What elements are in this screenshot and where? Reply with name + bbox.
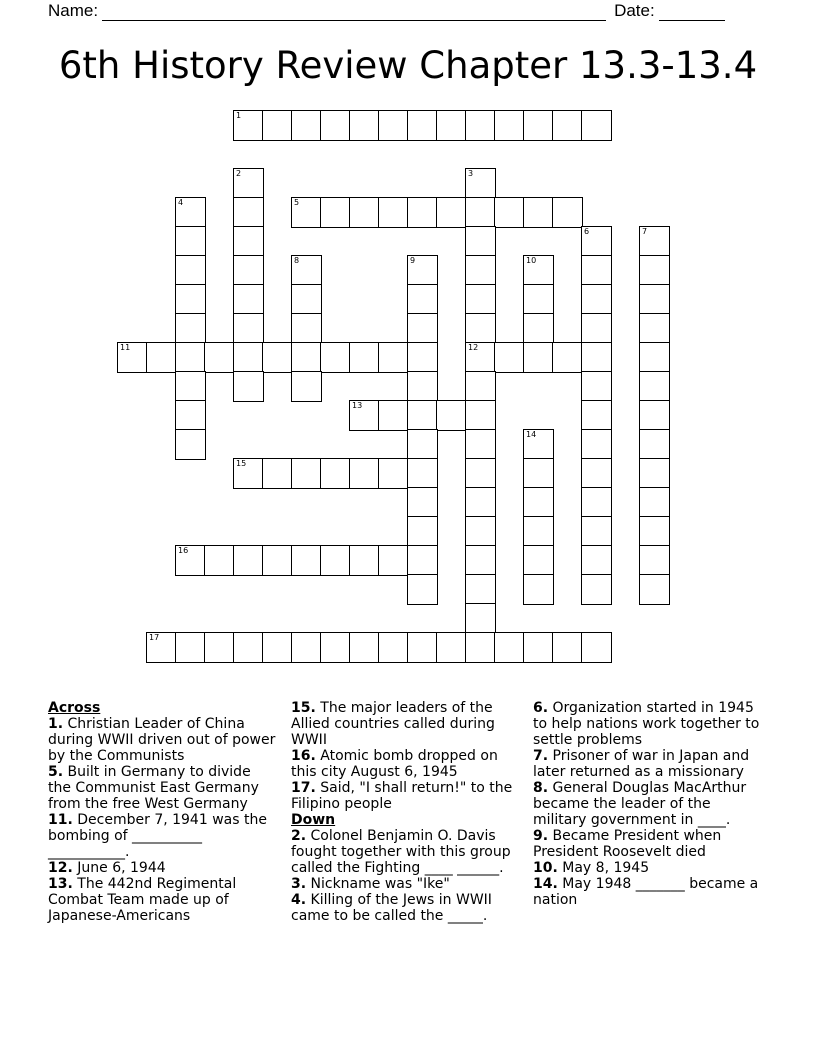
grid-cell[interactable]	[407, 487, 438, 518]
grid-cell[interactable]	[233, 458, 264, 489]
grid-cell[interactable]	[407, 516, 438, 547]
grid-cell[interactable]	[639, 458, 670, 489]
grid-cell[interactable]	[494, 197, 525, 228]
grid-cell[interactable]	[291, 110, 322, 141]
grid-cell[interactable]	[552, 632, 583, 663]
grid-cell[interactable]	[233, 197, 264, 228]
grid-cell[interactable]	[465, 226, 496, 257]
grid-cell[interactable]	[465, 545, 496, 576]
grid-cell[interactable]	[233, 545, 264, 576]
grid-cell[interactable]	[523, 516, 554, 547]
grid-cell[interactable]	[523, 574, 554, 605]
grid-cell[interactable]	[407, 284, 438, 315]
clue-across-11: 11. December 7, 1941 was the bombing of __________ ___________.	[48, 812, 267, 860]
clue-number: 10	[526, 256, 537, 265]
clue-down-8: 8. General Douglas MacArthur became the leader of the military government in ____.	[533, 780, 747, 828]
grid-cell[interactable]	[523, 429, 554, 460]
grid-cell[interactable]	[349, 458, 380, 489]
grid-cell[interactable]	[581, 632, 612, 663]
grid-cell[interactable]	[639, 255, 670, 286]
grid-cell[interactable]	[581, 574, 612, 605]
grid-cell[interactable]	[581, 458, 612, 489]
grid-cell[interactable]	[523, 545, 554, 576]
grid-cell[interactable]	[465, 371, 496, 402]
grid-cell[interactable]	[349, 545, 380, 576]
grid-cell[interactable]	[581, 371, 612, 402]
grid-cell[interactable]	[494, 632, 525, 663]
grid-cell[interactable]	[639, 516, 670, 547]
clue-column-1	[48, 700, 276, 924]
grid-cell[interactable]	[175, 632, 206, 663]
clue-number: 1	[236, 111, 242, 120]
grid-cell[interactable]	[465, 516, 496, 547]
grid-cell[interactable]	[175, 400, 206, 431]
grid-cell[interactable]	[320, 458, 351, 489]
grid-cell[interactable]	[204, 342, 235, 373]
grid-cell[interactable]	[523, 342, 554, 373]
grid-cell[interactable]	[291, 632, 322, 663]
grid-cell[interactable]	[262, 632, 293, 663]
grid-cell[interactable]	[407, 458, 438, 489]
grid-cell[interactable]	[523, 632, 554, 663]
grid-cell[interactable]	[291, 458, 322, 489]
grid-cell[interactable]	[204, 545, 235, 576]
grid-cell[interactable]	[233, 255, 264, 286]
clue-across-17: 17. Said, "I shall return!" to the Filipino people	[291, 780, 513, 812]
grid-cell[interactable]	[349, 110, 380, 141]
grid-cell[interactable]	[465, 342, 496, 373]
grid-cell[interactable]	[552, 110, 583, 141]
grid-cell[interactable]	[291, 197, 322, 228]
grid-cell[interactable]	[262, 458, 293, 489]
grid-cell[interactable]	[407, 429, 438, 460]
grid-cell[interactable]	[552, 342, 583, 373]
grid-cell[interactable]	[175, 197, 206, 228]
grid-cell[interactable]	[378, 110, 409, 141]
grid-cell[interactable]	[465, 110, 496, 141]
grid-cell[interactable]	[175, 284, 206, 315]
grid-cell[interactable]	[465, 429, 496, 460]
grid-cell[interactable]	[233, 632, 264, 663]
grid-cell[interactable]	[407, 545, 438, 576]
grid-cell[interactable]	[378, 545, 409, 576]
grid-cell[interactable]	[581, 429, 612, 460]
grid-cell[interactable]	[233, 168, 264, 199]
page-title: 6th History Review Chapter 13.3-13.4	[58, 44, 758, 87]
grid-cell[interactable]	[639, 487, 670, 518]
grid-cell[interactable]	[639, 284, 670, 315]
grid-cell[interactable]	[291, 313, 322, 344]
clue-down-10: 10. May 8, 1945	[533, 860, 650, 876]
grid-cell[interactable]	[639, 574, 670, 605]
clue-number: 5	[294, 198, 300, 207]
grid-cell[interactable]	[581, 487, 612, 518]
down-heading: Down	[291, 812, 336, 828]
grid-cell[interactable]	[465, 603, 496, 634]
grid-cell[interactable]	[320, 632, 351, 663]
grid-cell[interactable]	[407, 255, 438, 286]
grid-cell[interactable]	[291, 371, 322, 402]
clue-number: 9	[410, 256, 416, 265]
clue-number: 17	[149, 633, 160, 642]
grid-cell[interactable]	[349, 197, 380, 228]
clue-number: 13	[352, 401, 363, 410]
grid-cell[interactable]	[349, 400, 380, 431]
clue-number: 6	[584, 227, 590, 236]
clue-number: 7	[642, 227, 648, 236]
grid-cell[interactable]	[465, 632, 496, 663]
grid-cell[interactable]	[291, 545, 322, 576]
grid-cell[interactable]	[523, 197, 554, 228]
grid-cell[interactable]	[639, 429, 670, 460]
grid-cell[interactable]	[204, 632, 235, 663]
grid-cell[interactable]	[320, 197, 351, 228]
grid-cell[interactable]	[407, 313, 438, 344]
grid-cell[interactable]	[378, 342, 409, 373]
date-label: Date:	[614, 1, 655, 20]
grid-cell[interactable]	[291, 284, 322, 315]
grid-cell[interactable]	[523, 458, 554, 489]
grid-cell[interactable]	[349, 342, 380, 373]
grid-cell[interactable]	[320, 545, 351, 576]
grid-cell[interactable]	[175, 545, 206, 576]
across-heading: Across	[48, 700, 101, 716]
clue-number: 11	[120, 343, 131, 352]
grid-cell[interactable]	[465, 168, 496, 199]
grid-cell[interactable]	[581, 313, 612, 344]
grid-cell[interactable]	[436, 400, 467, 431]
name-label: Name:	[48, 1, 99, 20]
clue-across-12: 12. June 6, 1944	[48, 860, 166, 876]
grid-cell[interactable]	[581, 110, 612, 141]
grid-cell[interactable]	[262, 110, 293, 141]
clue-number: 15	[236, 459, 247, 468]
grid-cell[interactable]	[639, 226, 670, 257]
grid-cell[interactable]	[233, 371, 264, 402]
grid-cell[interactable]	[378, 632, 409, 663]
grid-cell[interactable]	[262, 342, 293, 373]
grid-cell[interactable]	[175, 371, 206, 402]
grid-cell[interactable]	[233, 284, 264, 315]
clue-down-2: 2. Colonel Benjamin O. Davis fought together with this group called the Fighting ____ ______.	[291, 828, 511, 876]
grid-cell[interactable]	[581, 545, 612, 576]
clue-number: 8	[294, 256, 300, 265]
grid-cell[interactable]	[581, 400, 612, 431]
clue-across-1: 1. Christian Leader of China during WWII driven out of power by the Communists	[48, 716, 276, 764]
clue-down-4: 4. Killing of the Jews in WWII came to be called the _____.	[291, 892, 492, 924]
grid-cell[interactable]	[465, 255, 496, 286]
grid-cell[interactable]	[407, 632, 438, 663]
clue-down-14: 14. May 1948 _______ became a nation	[533, 876, 759, 908]
grid-cell[interactable]	[465, 487, 496, 518]
grid-cell[interactable]	[349, 632, 380, 663]
grid-cell[interactable]	[523, 487, 554, 518]
grid-cell[interactable]	[233, 313, 264, 344]
grid-cell[interactable]	[378, 400, 409, 431]
grid-cell[interactable]	[465, 197, 496, 228]
grid-cell[interactable]	[407, 371, 438, 402]
grid-cell[interactable]	[378, 197, 409, 228]
grid-cell[interactable]	[233, 226, 264, 257]
grid-cell[interactable]	[639, 342, 670, 373]
grid-cell[interactable]	[175, 342, 206, 373]
grid-cell[interactable]	[175, 226, 206, 257]
grid-cell[interactable]	[465, 458, 496, 489]
grid-cell[interactable]	[320, 342, 351, 373]
grid-cell[interactable]	[523, 110, 554, 141]
grid-cell[interactable]	[291, 342, 322, 373]
clue-across-15: 15. The major leaders of the Allied countries called during WWII	[291, 700, 495, 748]
clue-column-3	[533, 700, 763, 908]
clue-down-6: 6. Organization started in 1945 to help nations work together to settle problems	[533, 700, 760, 748]
grid-cell[interactable]	[581, 284, 612, 315]
clue-number: 12	[468, 343, 479, 352]
grid-cell[interactable]	[291, 255, 322, 286]
grid-cell[interactable]	[175, 313, 206, 344]
grid-cell[interactable]	[407, 342, 438, 373]
grid-cell[interactable]	[639, 313, 670, 344]
clue-across-5: 5. Built in Germany to divide the Communist East Germany from the free West Germany	[48, 764, 259, 812]
clue-across-13: 13. The 442nd Regimental Combat Team made up of Japanese-Americans	[48, 876, 237, 924]
grid-cell[interactable]	[581, 226, 612, 257]
grid-cell[interactable]	[465, 400, 496, 431]
grid-cell[interactable]	[436, 632, 467, 663]
clue-number: 4	[178, 198, 184, 207]
grid-cell[interactable]	[494, 342, 525, 373]
grid-cell[interactable]	[262, 545, 293, 576]
grid-cell[interactable]	[523, 313, 554, 344]
grid-cell[interactable]	[639, 400, 670, 431]
grid-cell[interactable]	[523, 255, 554, 286]
grid-cell[interactable]	[552, 197, 583, 228]
grid-cell[interactable]	[639, 545, 670, 576]
clue-down-7: 7. Prisoner of war in Japan and later returned as a missionary	[533, 748, 750, 780]
clue-number: 16	[178, 546, 189, 555]
grid-cell[interactable]	[146, 342, 177, 373]
clue-across-16: 16. Atomic bomb dropped on this city August 6, 1945	[291, 748, 498, 780]
grid-cell[interactable]	[233, 342, 264, 373]
grid-cell[interactable]	[407, 400, 438, 431]
clue-number: 2	[236, 169, 242, 178]
grid-cell[interactable]	[320, 110, 351, 141]
grid-cell[interactable]	[465, 574, 496, 605]
grid-cell[interactable]	[175, 255, 206, 286]
grid-cell[interactable]	[436, 197, 467, 228]
grid-cell[interactable]	[378, 458, 409, 489]
clue-number: 3	[468, 169, 474, 178]
grid-cell[interactable]	[581, 342, 612, 373]
clue-number: 14	[526, 430, 537, 439]
clue-column-2	[291, 700, 521, 924]
grid-cell[interactable]	[465, 313, 496, 344]
grid-cell[interactable]	[117, 342, 148, 373]
grid-cell[interactable]	[146, 632, 177, 663]
grid-cell[interactable]	[407, 574, 438, 605]
grid-cell[interactable]	[581, 255, 612, 286]
grid-cell[interactable]	[639, 371, 670, 402]
clue-down-9: 9. Became President when President Roosevelt died	[533, 828, 722, 860]
clue-down-3: 3. Nickname was "Ike"	[291, 876, 450, 892]
grid-cell[interactable]	[407, 110, 438, 141]
grid-cell[interactable]	[407, 197, 438, 228]
grid-cell[interactable]	[523, 284, 554, 315]
grid-cell[interactable]	[233, 110, 264, 141]
grid-cell[interactable]	[465, 284, 496, 315]
grid-cell[interactable]	[175, 429, 206, 460]
grid-cell[interactable]	[581, 516, 612, 547]
grid-cell[interactable]	[494, 110, 525, 141]
grid-cell[interactable]	[436, 110, 467, 141]
